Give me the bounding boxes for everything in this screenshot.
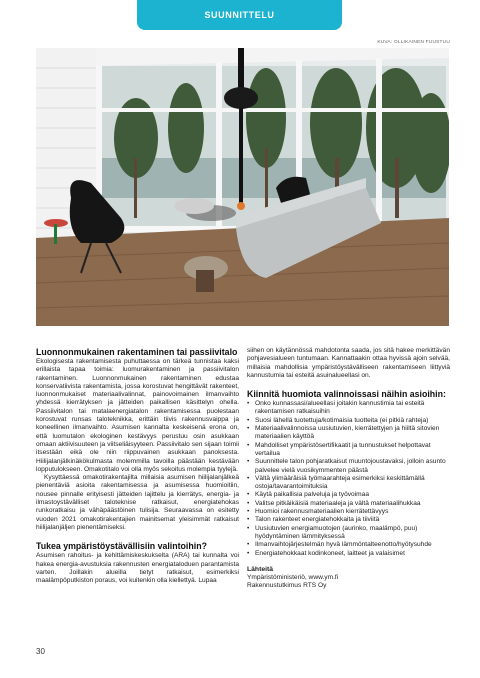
list-item: • Materiaalivalinnoissa uusiutuvien, kierrätettyjen ja hiiltä sitovien materiaalien käyttöä xyxy=(247,425,450,442)
list-item: • Käytä paikallisia palveluja ja työvoimaa xyxy=(247,491,450,499)
left-column xyxy=(36,347,239,585)
list-item: • Ilmanvaihtojärjestelmän hyvä lämmöntalteenotto/hyötysuhde xyxy=(247,541,450,549)
heading-natural-building: Luonnonmukainen rakentaminen tai passiivitalo xyxy=(36,347,238,357)
sources-title: Lähteitä xyxy=(247,565,274,573)
section-tab: SUUNNITTELU xyxy=(137,0,342,30)
list-item: • Suunnittele talon pohjaratkaisut muuntojoustavaksi, jolloin asunto palvelee vielä vuosikymmenten päästä xyxy=(247,458,450,475)
photo-credit: KUVA: OLLIKAINEN FUUSTUU xyxy=(377,40,450,45)
paragraph-survey: Kysyttäessä omakotirakentajilta millaisia asumisen hiilijalanjälkeä pienentäviä asioita rakentamisessa ja asumisessa huomioitiin, nousee pinnalle erityisesti jätteiden lajittelu ja kierrätys, energia- ja ilmastoystävälliset taloteknise ratkaisut, energiatehokas runkoratkaisu ja vähäpäästöinen tulisija. Seuraavassa on esitetty vuoden 2021 omakotirakentajien mainitsemat yleisimmät ratkaisut hiilijalanjäljen pienentämiseksi. xyxy=(36,474,239,531)
paragraph-support: Asumisen rahoitus- ja kehittämiskeskukselta (ARA) tai kunnalta voi hakea energia-avustuksia rakennusten energiataloduen parantamista varten. Joillakin alueilla tietyt ratkaisut, esimerkiksi maalämpöputkiston poraus, voi kuitenkin olla kiellettyä. Lupaa xyxy=(36,552,239,585)
source-rts: Rakennustutkimus RTS Oy xyxy=(247,582,327,590)
list-item: • Vältä ylimääräisiä työmaarahteja esimerkiksi keskittämällä ostoja/tavarantoimituksia xyxy=(247,475,450,492)
list-item: • Onko kunnassasi/alueellasi joitakin kannustimia tai esteitä rakentamisen ratkaisuihin xyxy=(247,400,450,417)
list-item: • Mahdolliset ympäristösertifikaatit ja tunnustukset helpottavat vertailua xyxy=(247,442,450,459)
article-photo xyxy=(36,48,449,326)
list-item: • Talon rakenteet energiatehokkaita ja tiiviitä xyxy=(247,516,450,524)
heading-checklist: Kiinnitä huomiota valinnoissasi näihin asioihin: xyxy=(247,389,446,400)
page-number: 30 xyxy=(36,647,45,656)
list-item: • Suosi lähellä tuotettuja/kotimaisia tuotteita (ei pitkiä rahteja) xyxy=(247,417,450,425)
checklist xyxy=(247,400,450,558)
source-ym: Ympäristöministeriö, www.ym.fi xyxy=(247,574,339,582)
list-item: • Uusiutuvien energiamuotojen (aurinko, maalämpö, puu) hyödyntäminen lämmityksessä xyxy=(247,525,450,542)
right-column xyxy=(247,347,450,591)
list-item: • Valitse pitkäikäisiä materiaaleja ja vältä materiaalihukkaa xyxy=(247,500,450,508)
list-item: • Energiatehokkaat kodinkoneet, laitteet ja valaisimet xyxy=(247,550,450,558)
heading-support: Tukea ympäristöystävällisiin valintoihin? xyxy=(36,541,207,552)
paragraph-continued: siihen on käytännössä mahdotonta saada, jos sitä hakee merkittävän pohjavesialueen tuntumaan. Kannattaakin ottaa hyvissä ajoin selvää, millaisia mahdollisia ympäristöystävälliseen rakentamiseen liittyviä kannustumia tai esteitä asuinalueellasi on. xyxy=(247,347,450,379)
paragraph-intro: Ekologisesta rakentamisesta puhuttaessa on tärkeä tunnistaa kaksi erillaista tapaa toimia: luomurakentaminen ja passiivitalon rakentaminen. Luonnonmukainen rakentaminen edustaa konservatiivista rakentamista, jossa korostuvat hengittävät rakenteet, luonnonmukaiset materiaalivalinnat, painovoimainen ilmanvaihto yhdessä kierrätyksen ja jätteiden paikallisen käsittelyn ohella. Passiivitalon tai matalaenergiatalon rakentamisessa puolestaan korostuvat runsas taloteknikka, erittäin tiivis rakennusvaippa ja koneellinen ilmanvaihto. Asumisen kannalta keskeisenä erona on, että luomutalon ekologinen kestävyys perustuu osin asukkaan omaan aktiivisuuteen ja viitseliäisyyteen. Passiivitalo sen sijaan toimii itsestään eikä ole niin riippuvainen asukkaan panoksesta. Hiilijalanjälkinäkökulmasta molemmilla tavoilla päästään kestävään lopputulokseen. Omakotitalo voi olla myös sekoitus molempia tyylejä. xyxy=(36,358,239,473)
list-item: • Huomioi rakennusmateriaalien kierrätettävyys xyxy=(247,508,450,516)
